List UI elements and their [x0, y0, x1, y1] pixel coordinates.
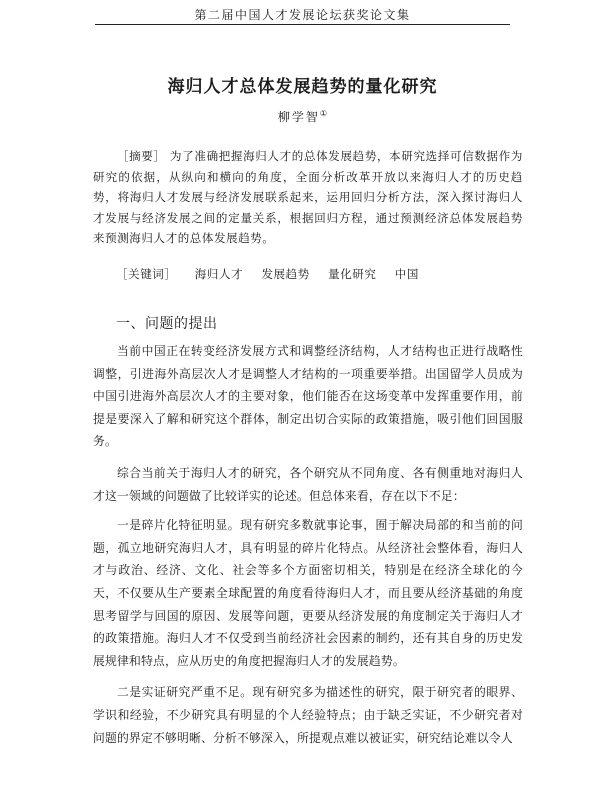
- keyword-item: 海归人才: [194, 267, 244, 281]
- header-rule: [95, 24, 510, 25]
- abstract: [93, 146, 523, 249]
- section-body: [93, 340, 523, 758]
- body-paragraph: 综合当前关于海归人才的研究，各个研究从不同角度、各有侧重地对海归人才这一领域的问题做了比较详实的论述。但总体来看，存在以下不足：: [93, 465, 523, 503]
- section-heading: 一、问题的提出: [116, 316, 218, 332]
- keywords-label: ［关键词］: [116, 267, 177, 281]
- author-name: 柳学智: [277, 110, 320, 124]
- abstract-label: ［摘要］: [117, 149, 166, 163]
- keywords: [116, 264, 516, 284]
- paper-title: 海归人才总体发展趋势的量化研究: [167, 77, 438, 97]
- abstract-text: 为了准确把握海归人才的总体发展趋势，本研究选择可信数据作为研究的依据，从纵向和横向的角度，全面分析改革开放以来海归人才的历史趋势，将海归人才发展与经济发展联系起来，运用回归分析方法，深入探讨海归人才发展与经济发展之间的定量关系，根据回归方程，通过预测经济总体发展趋势来预测海归人才的总体发展趋势。: [93, 149, 523, 245]
- keyword-item: 量化研究: [328, 267, 377, 281]
- keyword-item: 发展趋势: [261, 267, 310, 281]
- body-paragraph: 当前中国正在转变经济发展方式和调整经济结构，人才结构也正进行战略性调整，引进海外高层次人才是调整人才结构的一项重要举措。出国留学人员成为中国引进海外高层次人才的主要对象，他们能否在这场变革中发挥重要作用，前提是要深入了解和研究这个群体，制定出切合实际的政策措施，吸引他们回国服务。: [93, 344, 523, 449]
- body-paragraph: 二是实证研究严重不足。现有研究多为描述性的研究，限于研究者的眼界、学识和经验，不少研究具有明显的个人经验特点；由于缺乏实证，不少研究者对问题的界定不够明晰、分析不够深入，所提观点难以被证实，研究结论难以令人: [93, 685, 523, 745]
- keyword-item: 中国: [394, 267, 419, 281]
- author-line: [95, 106, 510, 125]
- running-header: 第二届中国人才发展论坛获奖论文集: [194, 8, 411, 22]
- author-footnote-mark: ①: [319, 109, 328, 118]
- body-paragraph: 一是碎片化特征明显。现有研究多数就事论事，囿于解决局部的和当前的问题，孤立地研究海归人才，具有明显的碎片化特点。从经济社会整体看，海归人才与政治、经济、文化、社会等多个方面密切相关，特别是在经济全球化的今天，不仅要从生产要素全球配置的角度看待海归人才，而且要从经济基础的角度思考留学与回国的原因、发展等问题，更要从经济发展的角度制定关于海归人才的政策措施。海归人才不仅受到当前经济社会因素的制约，还有其自身的历史发展规律和特点，应从历史的角度把握海归人才的发展趋势。: [93, 518, 523, 668]
